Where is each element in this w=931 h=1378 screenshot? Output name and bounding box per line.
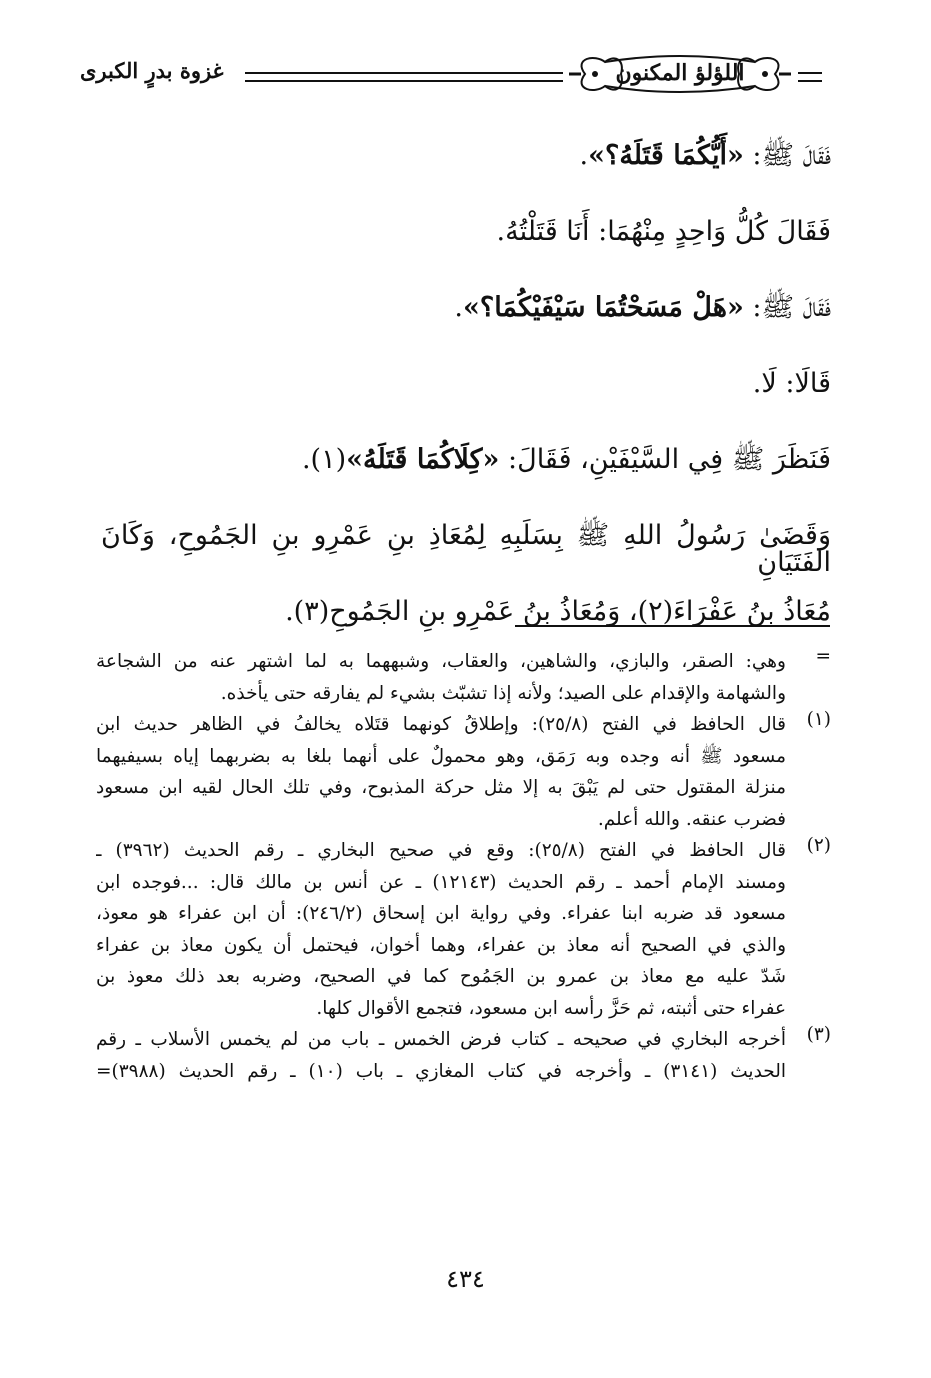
text-line: قَالَا: لَا.	[752, 368, 831, 399]
header-rule	[245, 72, 563, 82]
text-line: فَقَالَ ﷺ: «هَلْ مَسَحْتُمَا سَيْفَيْكُمَا؟».	[454, 292, 831, 323]
footnote-2: (٢) قال الحافظ في الفتح (٢٥/٨): وقع في صحيح البخاري ـ رقم الحديث (٣٩٦٢) ـ ومسند الإمام أحمد ـ رقم الحديث (١٢١٤٣) ـ عن أنس بن مالك قال: ...فوجده ابن مسعود قد ضربه ابنا عفراء. وفي رواية ابن إسحاق (٢٤٦/٢): أن ابن عفراء هو معوذ، والذي في الصحيح أنه معاذ بن عفراء، وهما أخوان، فيحتمل أن يكون معاذ بن عفراء شَدّ عليه مع معاذ بن عمرو بن الجَمُوح كما في الصحيح، وضربه بعد ذلك معوذ بن عفراء حتى أثبته، ثم حَزَّ رأسه ابن مسعود، فتجمع الأقوال كلها.	[96, 835, 831, 1019]
running-header	[60, 52, 850, 102]
footnotes	[96, 646, 831, 1087]
text-line: فَقَالَ ﷺ: «أَيُّكُمَا قَتَلَهُ؟».	[579, 140, 831, 171]
footnote-separator	[515, 625, 830, 627]
footnote-mark: (١)	[806, 709, 831, 730]
footnote-mark: =	[815, 646, 831, 667]
hadith-quote: «هَلْ مَسَحْتُمَا سَيْفَيْكُمَا؟»	[462, 292, 744, 323]
main-text	[101, 120, 831, 652]
text-line: فَنَظَرَ ﷺ فِي السَّيْفَيْنِ، فَقَالَ: «كِلَاكُمَا قَتَلَهُ»(١).	[301, 444, 831, 475]
hadith-quote: «أَيُّكُمَا قَتَلَهُ؟»	[588, 140, 744, 171]
footnote-continued: = وهي: الصقر، والبازي، والشاهين، والعقاب، وشبههما به لما اشتهر عنه من الشجاعة والشهامة والإقدام على الصيد؛ ولأنه إذا تشبّث بشيء لم يفارقه حتى يأخذه.	[96, 646, 831, 704]
page-number: ٤٣٤	[446, 1265, 485, 1293]
text-line: فَقَالَ كُلُّ وَاحِدٍ مِنْهُمَا: أَنَا قَتَلْتُهُ.	[496, 216, 831, 247]
footnote-1: (١) قال الحافظ في الفتح (٢٥/٨): وإطلاقُ كونهما قتَلاه يخالفُ في الظاهر حديث ابن مسعود ﷺ أنه وجده وبه رَمَق، وهو محمولٌ على أنهما بلغا به بضربهما إياه بسيفيهما منزلة المقتول حتى لم يَبْقَ به إلا مثل حركة المذبوح، وفي تلك الحال لقيه ابن مسعود فضرب عنقه. والله أعلم.	[96, 709, 831, 830]
footnote-mark: (٢)	[806, 835, 831, 856]
footnote-3: (٣) أخرجه البخاري في صحيحه ـ كتاب فرض الخمس ـ باب من لم يخمس الأسلاب ـ رقم الحديث (٣١٤١) ـ وأخرجه في كتاب المغازي ـ باب (١٠) ـ رقم الحديث (٣٩٨٨)=	[96, 1024, 831, 1082]
chapter-title: غزوة بدرٍ الكبرى	[80, 58, 224, 83]
text-line: مُعَاذُ بنُ عَفْرَاءَ(٢)، وَمُعَاذُ بنُ عَمْرِو بنِ الجَمُوحِ(٣).	[285, 596, 831, 627]
text-line: وَقَضَىٰ رَسُولُ اللهِ ﷺ بِسَلَبِهِ لِمُعَاذِ بنِ عَمْرِو بنِ الجَمُوحِ، وَكَانَ الفَتَيَانِ	[101, 520, 831, 578]
hadith-quote: «كِلَاكُمَا قَتَلَهُ»	[346, 444, 500, 475]
footnote-mark: (٣)	[806, 1024, 831, 1045]
book-title-cartouche	[565, 52, 795, 96]
header-rule	[798, 72, 822, 82]
book-title: اللؤلؤ المكنون	[615, 60, 745, 86]
